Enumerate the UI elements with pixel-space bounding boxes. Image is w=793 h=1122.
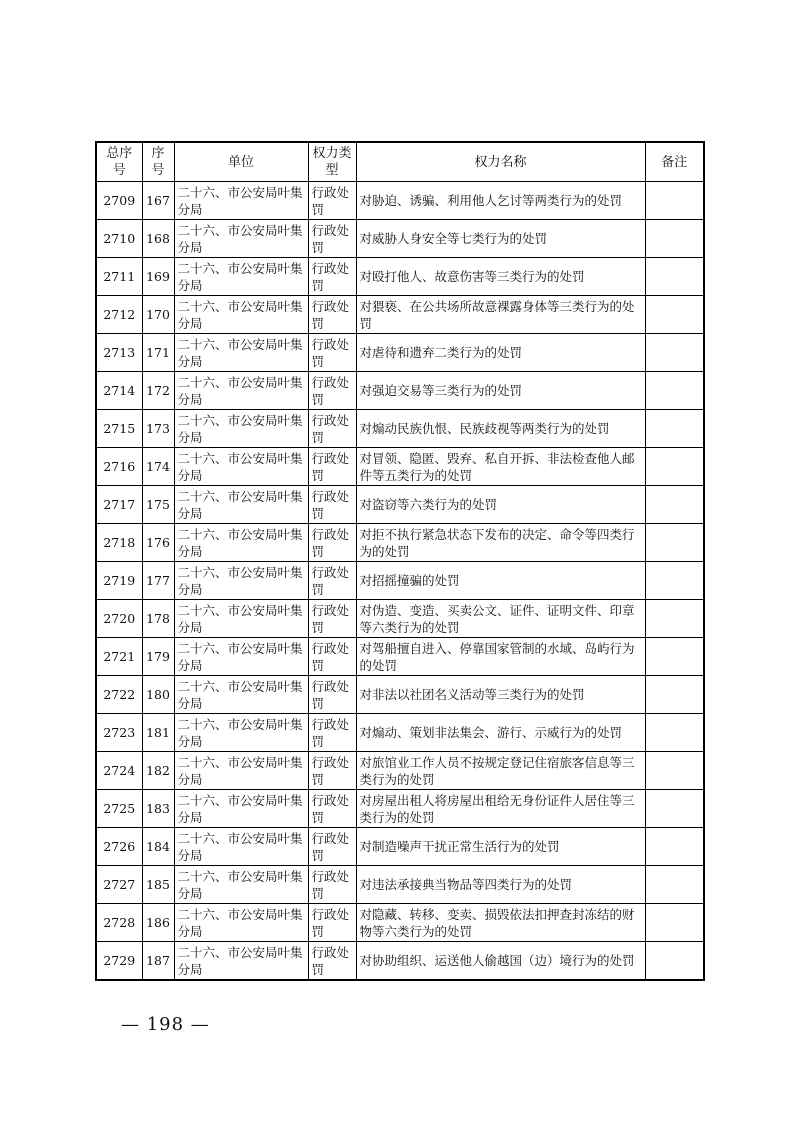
cell-seq-no: 176: [142, 524, 174, 562]
cell-unit: 二十六、市公安局叶集分局: [174, 410, 308, 448]
cell-power-type: 行政处罚: [308, 752, 356, 790]
cell-power-type: 行政处罚: [308, 562, 356, 600]
cell-power-type: 行政处罚: [308, 524, 356, 562]
cell-power-name: 对协助组织、运送他人偷越国（边）境行为的处罚: [356, 942, 645, 981]
cell-seq-no: 168: [142, 220, 174, 258]
cell-note: [645, 524, 704, 562]
cell-total-no: 2713: [96, 334, 142, 372]
cell-unit: 二十六、市公安局叶集分局: [174, 562, 308, 600]
table-row: [96, 372, 704, 410]
cell-unit: 二十六、市公安局叶集分局: [174, 790, 308, 828]
cell-power-type: 行政处罚: [308, 866, 356, 904]
cell-power-type: 行政处罚: [308, 714, 356, 752]
cell-seq-no: 171: [142, 334, 174, 372]
cell-power-name: 对拒不执行紧急状态下发布的决定、命令等四类行为的处罚: [356, 524, 645, 562]
cell-power-type: 行政处罚: [308, 828, 356, 866]
cell-power-name: 对盗窃等六类行为的处罚: [356, 486, 645, 524]
cell-seq-no: 177: [142, 562, 174, 600]
cell-note: [645, 714, 704, 752]
cell-unit: 二十六、市公安局叶集分局: [174, 600, 308, 638]
table-row: [96, 638, 704, 676]
cell-power-name: 对违法承接典当物品等四类行为的处罚: [356, 866, 645, 904]
cell-note: [645, 182, 704, 220]
cell-note: [645, 372, 704, 410]
cell-unit: 二十六、市公安局叶集分局: [174, 638, 308, 676]
cell-note: [645, 866, 704, 904]
cell-power-name: 对殴打他人、故意伤害等三类行为的处罚: [356, 258, 645, 296]
table-row: [96, 942, 704, 981]
cell-note: [645, 638, 704, 676]
table-row: [96, 182, 704, 220]
cell-power-type: 行政处罚: [308, 790, 356, 828]
table-row: [96, 448, 704, 486]
table-row: [96, 866, 704, 904]
table-row: [96, 410, 704, 448]
cell-note: [645, 942, 704, 981]
cell-unit: 二十六、市公安局叶集分局: [174, 372, 308, 410]
cell-unit: 二十六、市公安局叶集分局: [174, 828, 308, 866]
cell-power-type: 行政处罚: [308, 334, 356, 372]
cell-power-name: 对猥亵、在公共场所故意裸露身体等三类行为的处罚: [356, 296, 645, 334]
cell-unit: 二十六、市公安局叶集分局: [174, 486, 308, 524]
cell-seq-no: 186: [142, 904, 174, 942]
cell-total-no: 2716: [96, 448, 142, 486]
cell-power-name: 对制造噪声干扰正常生活行为的处罚: [356, 828, 645, 866]
cell-total-no: 2712: [96, 296, 142, 334]
cell-power-type: 行政处罚: [308, 486, 356, 524]
table-row: [96, 296, 704, 334]
cell-power-type: 行政处罚: [308, 942, 356, 981]
cell-seq-no: 167: [142, 182, 174, 220]
cell-power-name: 对胁迫、诱骗、利用他人乞讨等两类行为的处罚: [356, 182, 645, 220]
cell-total-no: 2709: [96, 182, 142, 220]
cell-total-no: 2725: [96, 790, 142, 828]
cell-total-no: 2727: [96, 866, 142, 904]
table-row: [96, 676, 704, 714]
header-note: 备注: [645, 142, 704, 182]
cell-unit: 二十六、市公安局叶集分局: [174, 866, 308, 904]
header-power-name: 权力名称: [356, 142, 645, 182]
cell-unit: 二十六、市公安局叶集分局: [174, 942, 308, 981]
cell-total-no: 2719: [96, 562, 142, 600]
cell-seq-no: 170: [142, 296, 174, 334]
cell-total-no: 2726: [96, 828, 142, 866]
cell-total-no: 2728: [96, 904, 142, 942]
cell-seq-no: 182: [142, 752, 174, 790]
cell-seq-no: 184: [142, 828, 174, 866]
page-number: — 198 —: [121, 1014, 210, 1035]
cell-unit: 二十六、市公安局叶集分局: [174, 182, 308, 220]
cell-unit: 二十六、市公安局叶集分局: [174, 334, 308, 372]
cell-unit: 二十六、市公安局叶集分局: [174, 524, 308, 562]
cell-total-no: 2718: [96, 524, 142, 562]
cell-note: [645, 296, 704, 334]
cell-power-type: 行政处罚: [308, 220, 356, 258]
cell-unit: 二十六、市公安局叶集分局: [174, 258, 308, 296]
header-total-no: 总序号: [96, 142, 142, 182]
header-power-type: 权力类型: [308, 142, 356, 182]
cell-power-type: 行政处罚: [308, 410, 356, 448]
cell-power-name: 对伪造、变造、买卖公文、证件、证明文件、印章等六类行为的处罚: [356, 600, 645, 638]
cell-note: [645, 258, 704, 296]
cell-unit: 二十六、市公安局叶集分局: [174, 752, 308, 790]
cell-note: [645, 220, 704, 258]
cell-seq-no: 172: [142, 372, 174, 410]
cell-seq-no: 187: [142, 942, 174, 981]
cell-seq-no: 169: [142, 258, 174, 296]
cell-total-no: 2714: [96, 372, 142, 410]
table-row: [96, 562, 704, 600]
cell-unit: 二十六、市公安局叶集分局: [174, 220, 308, 258]
cell-unit: 二十六、市公安局叶集分局: [174, 904, 308, 942]
table-row: [96, 220, 704, 258]
cell-total-no: 2717: [96, 486, 142, 524]
cell-total-no: 2724: [96, 752, 142, 790]
cell-power-name: 对冒领、隐匿、毁弃、私自开拆、非法检查他人邮件等五类行为的处罚: [356, 448, 645, 486]
cell-seq-no: 183: [142, 790, 174, 828]
cell-power-name: 对驾船擅自进入、停靠国家管制的水域、岛屿行为的处罚: [356, 638, 645, 676]
cell-power-name: 对旅馆业工作人员不按规定登记住宿旅客信息等三类行为的处罚: [356, 752, 645, 790]
table-row: [96, 334, 704, 372]
cell-note: [645, 448, 704, 486]
cell-unit: 二十六、市公安局叶集分局: [174, 448, 308, 486]
cell-seq-no: 173: [142, 410, 174, 448]
table-row: [96, 752, 704, 790]
cell-total-no: 2729: [96, 942, 142, 981]
cell-power-type: 行政处罚: [308, 676, 356, 714]
table-row: [96, 828, 704, 866]
cell-power-name: 对强迫交易等三类行为的处罚: [356, 372, 645, 410]
cell-note: [645, 600, 704, 638]
cell-note: [645, 904, 704, 942]
cell-power-type: 行政处罚: [308, 258, 356, 296]
table-row: [96, 524, 704, 562]
cell-power-name: 对煽动民族仇恨、民族歧视等两类行为的处罚: [356, 410, 645, 448]
cell-power-name: 对房屋出租人将房屋出租给无身份证件人居住等三类行为的处罚: [356, 790, 645, 828]
cell-unit: 二十六、市公安局叶集分局: [174, 676, 308, 714]
cell-note: [645, 828, 704, 866]
cell-total-no: 2711: [96, 258, 142, 296]
cell-total-no: 2722: [96, 676, 142, 714]
cell-total-no: 2721: [96, 638, 142, 676]
cell-power-name: 对招摇撞骗的处罚: [356, 562, 645, 600]
cell-power-name: 对煽动、策划非法集会、游行、示威行为的处罚: [356, 714, 645, 752]
cell-seq-no: 175: [142, 486, 174, 524]
cell-power-type: 行政处罚: [308, 182, 356, 220]
header-row: [96, 142, 704, 182]
cell-power-type: 行政处罚: [308, 904, 356, 942]
cell-seq-no: 174: [142, 448, 174, 486]
cell-note: [645, 562, 704, 600]
cell-power-type: 行政处罚: [308, 372, 356, 410]
cell-seq-no: 185: [142, 866, 174, 904]
cell-seq-no: 178: [142, 600, 174, 638]
table-row: [96, 600, 704, 638]
cell-total-no: 2715: [96, 410, 142, 448]
cell-note: [645, 334, 704, 372]
cell-power-type: 行政处罚: [308, 448, 356, 486]
cell-power-type: 行政处罚: [308, 638, 356, 676]
cell-total-no: 2710: [96, 220, 142, 258]
cell-seq-no: 181: [142, 714, 174, 752]
cell-seq-no: 180: [142, 676, 174, 714]
table-row: [96, 258, 704, 296]
cell-power-name: 对非法以社团名义活动等三类行为的处罚: [356, 676, 645, 714]
cell-power-type: 行政处罚: [308, 600, 356, 638]
table-row: [96, 904, 704, 942]
cell-note: [645, 752, 704, 790]
table-row: [96, 486, 704, 524]
cell-total-no: 2723: [96, 714, 142, 752]
cell-power-name: 对隐藏、转移、变卖、损毁依法扣押查封冻结的财物等六类行为的处罚: [356, 904, 645, 942]
cell-unit: 二十六、市公安局叶集分局: [174, 296, 308, 334]
table-body: [96, 182, 704, 981]
header-unit: 单位: [174, 142, 308, 182]
cell-power-name: 对虐待和遗弃二类行为的处罚: [356, 334, 645, 372]
cell-total-no: 2720: [96, 600, 142, 638]
header-seq-no: 序号: [142, 142, 174, 182]
table-header: [96, 142, 704, 182]
power-list-table: [95, 141, 705, 981]
table-row: [96, 714, 704, 752]
cell-note: [645, 486, 704, 524]
cell-note: [645, 410, 704, 448]
cell-power-name: 对威胁人身安全等七类行为的处罚: [356, 220, 645, 258]
cell-note: [645, 790, 704, 828]
cell-seq-no: 179: [142, 638, 174, 676]
cell-note: [645, 676, 704, 714]
cell-power-type: 行政处罚: [308, 296, 356, 334]
table-row: [96, 790, 704, 828]
cell-unit: 二十六、市公安局叶集分局: [174, 714, 308, 752]
